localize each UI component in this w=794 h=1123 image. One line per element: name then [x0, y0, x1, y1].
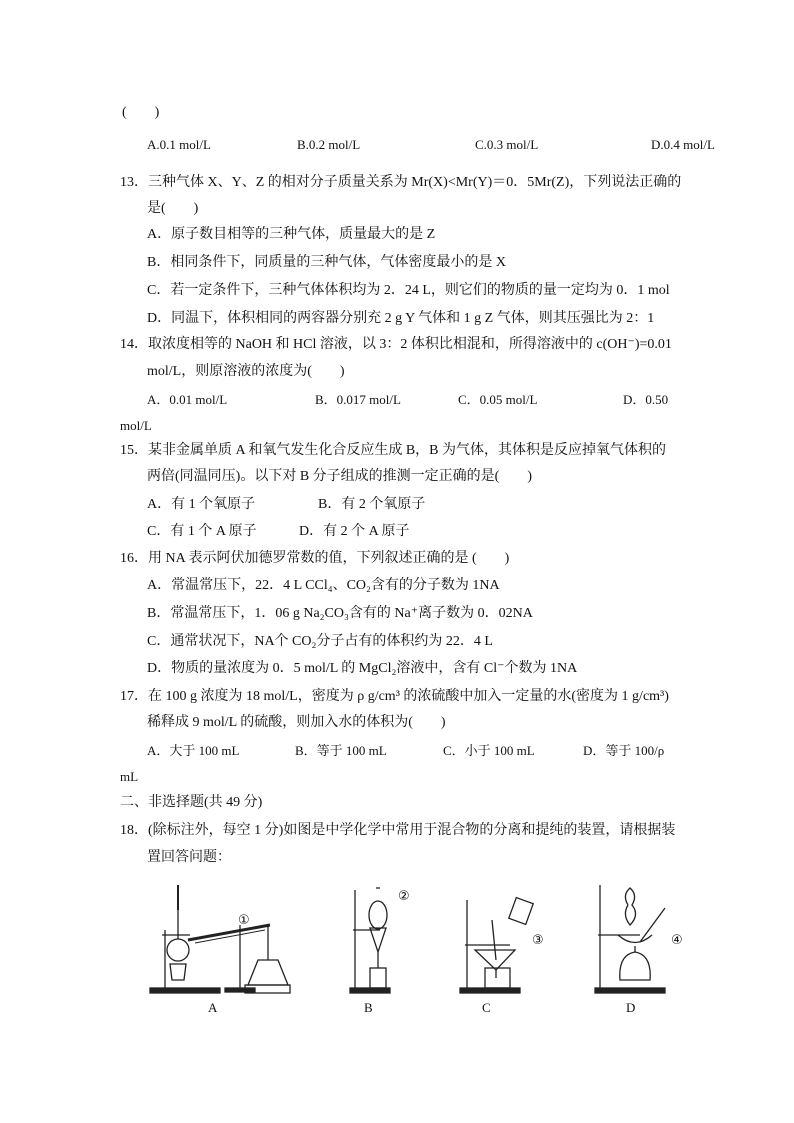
q15-option-d: D．有 2 个 A 原子 [299, 524, 410, 539]
q18-stem-line2: 置回答问题： [147, 850, 231, 865]
apparatus-figure [140, 880, 700, 1020]
q13-stem-line1: 13．三种气体 X、Y、Z 的相对分子质量关系为 Mr(X)<Mr(Y)＝0．5Mr(Z)，下列说法正确的 [120, 175, 682, 190]
q14-option-b: B．0.017 mol/L [315, 392, 401, 407]
q13-stem-line2: 是( ) [147, 201, 199, 216]
q15-stem-line2: 两倍(同温同压)。以下对 B 分子组成的推测一定正确的是( ) [147, 469, 532, 484]
q12-option-a: A.0.1 mol/L [147, 137, 211, 152]
q12-option-d: D.0.4 mol/L [651, 137, 715, 152]
q17-option-d-wrap: mL [120, 769, 139, 784]
figure-label-c: C [482, 1000, 491, 1015]
q14-option-c: C．0.05 mol/L [458, 392, 538, 407]
figure-label-a: A [208, 1000, 218, 1015]
q17-stem-line1: 17．在 100 g 浓度为 18 mol/L，密度为 ρ g/cm³ 的浓硫酸中加入一定量的水(密度为 1 g/cm³) [120, 689, 669, 704]
q15-option-b: B．有 2 个氧原子 [318, 497, 426, 512]
q14-option-d-wrap: mol/L [120, 418, 152, 433]
q16-option-b: B．常温常压下，1．06 g Na₂CO₃含有的 Na⁺离子数为 0．02NA [147, 606, 533, 621]
q13-option-b: B．相同条件下，同质量的三种气体，气体密度最小的是 X [147, 255, 506, 270]
q15-option-a: A．有 1 个氧原子 [147, 497, 256, 512]
marker-4: ④ [671, 933, 683, 948]
q15-stem-line1: 15．某非金属单质 A 和氧气发生化合反应生成 B，B 为气体，其体积是反应掉氧气体积的 [120, 443, 667, 458]
q14-stem-line1: 14．取浓度相等的 NaOH 和 HCl 溶液，以 3：2 体积比相混和，所得溶液中的 c(OH⁻)=0.01 [120, 337, 672, 352]
q12-option-b: B.0.2 mol/L [297, 137, 361, 152]
q16-option-c: C．通常状况下，NA个 CO₂分子占有的体积约为 22．4 L [147, 634, 493, 649]
q16-option-d: D．物质的量浓度为 0．5 mol/L 的 MgCl₂溶液中，含有 Cl⁻个数为 1NA [147, 661, 578, 676]
q12-option-c: C.0.3 mol/L [475, 137, 539, 152]
q13-option-d: D．同温下，体积相同的两容器分别充 2 g Y 气体和 1 g Z 气体，则其压强比为 2：1 [147, 311, 655, 326]
marker-3: ③ [532, 933, 544, 948]
q14-stem-line2: mol/L，则原溶液的浓度为( ) [147, 364, 345, 379]
marker-1: ① [238, 913, 250, 928]
q17-option-c: C．小于 100 mL [443, 743, 535, 758]
figure-label-d: D [626, 1000, 636, 1015]
q13-option-a: A．原子数目相等的三种气体，质量最大的是 Z [147, 227, 436, 242]
q17-option-d: D．等于 100/ρ [583, 743, 665, 758]
q17-option-a: A．大于 100 mL [147, 743, 240, 758]
evaporation-apparatus [595, 885, 665, 993]
figure-label-b: B [364, 1000, 373, 1015]
q18-stem-line1: 18．(除标注外，每空 1 分)如图是中学化学中常用于混合物的分离和提纯的装置，请根据装 [120, 823, 676, 838]
marker-2: ② [398, 889, 410, 904]
filtration-apparatus [460, 898, 533, 993]
section-heading: 二、非选择题(共 49 分) [120, 795, 263, 810]
q13-option-c: C．若一定条件下，三种气体体积均为 2．24 L，则它们的物质的量一定均为 0．1 mol [147, 283, 670, 298]
separatory-funnel-apparatus [350, 888, 390, 993]
q14-option-d: D．0.50 [623, 392, 669, 407]
q14-option-a: A．0.01 mol/L [147, 392, 228, 407]
q12-paren: ( ) [122, 105, 160, 120]
q16-option-a: A．常温常压下，22．4 L CCl₄、CO₂含有的分子数为 1NA [147, 578, 500, 593]
distillation-apparatus [150, 885, 290, 993]
q17-option-b: B．等于 100 mL [295, 743, 387, 758]
q16-stem: 16．用 NA 表示阿伏加德罗常数的值，下列叙述正确的是 ( ) [120, 551, 510, 566]
q15-option-c: C．有 1 个 A 原子 [147, 524, 257, 539]
q17-stem-line2: 稀释成 9 mol/L 的硫酸，则加入水的体积为( ) [147, 715, 446, 730]
